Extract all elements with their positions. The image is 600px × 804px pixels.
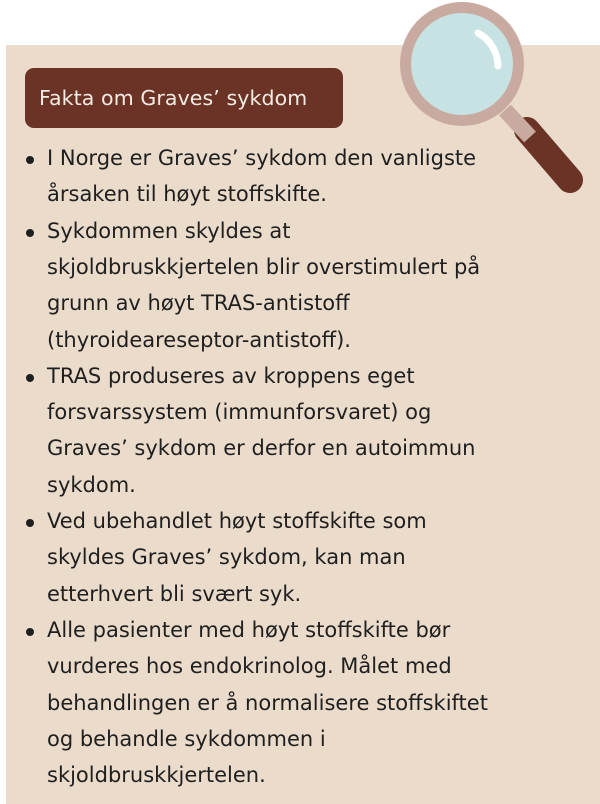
page-title: Fakta om Graves’ sykdom [39,86,308,110]
bullet-text-line: etterhvert bli svært syk. [47,581,302,606]
bullet-text-line: sykdom. [47,472,136,497]
bullet-text-line: behandlingen er å normalisere stoffskiftet [47,690,488,715]
bullet-icon [26,156,34,164]
bullet-text-line: Sykdommen skyldes at [47,218,291,243]
bullet-icon [26,519,34,527]
bullet-icon [26,628,34,636]
bullet-text-line: I Norge er Graves’ sykdom den vanligste [47,146,477,170]
bullet-text-line: Alle pasienter med høyt stoffskifte bør [47,617,451,642]
bullet-text-line: grunn av høyt TRAS-antistoff [47,291,350,316]
bullet-text-line: (thyroideareseptor-antistoff). [47,327,351,352]
bullet-text-line: Ved ubehandlet høyt stoffskifte som [47,509,427,533]
bullet-icon [26,374,34,382]
bullet-text-line: årsaken til høyt stoffskifte. [47,182,327,207]
title-banner [25,68,343,128]
bullet-text-line: forsvarssystem (immunforsvaret) og [47,400,432,425]
bullet-text-line: Graves’ sykdom er derfor en autoimmun [47,436,476,461]
bullet-text-line: TRAS produseres av kroppens eget [47,363,415,388]
bullet-text-line: vurderes hos endokrinolog. Målet med [47,654,452,679]
bullet-text-line: skjoldbruskkjertelen blir overstimulert på [47,254,481,279]
bullet-text-line: og behandle sykdommen i [47,726,326,751]
bullet-text-line: skjoldbruskkjertelen. [47,763,266,788]
bullet-icon [26,229,34,237]
bullet-text-line: skyldes Graves’ sykdom, kan man [47,545,406,570]
